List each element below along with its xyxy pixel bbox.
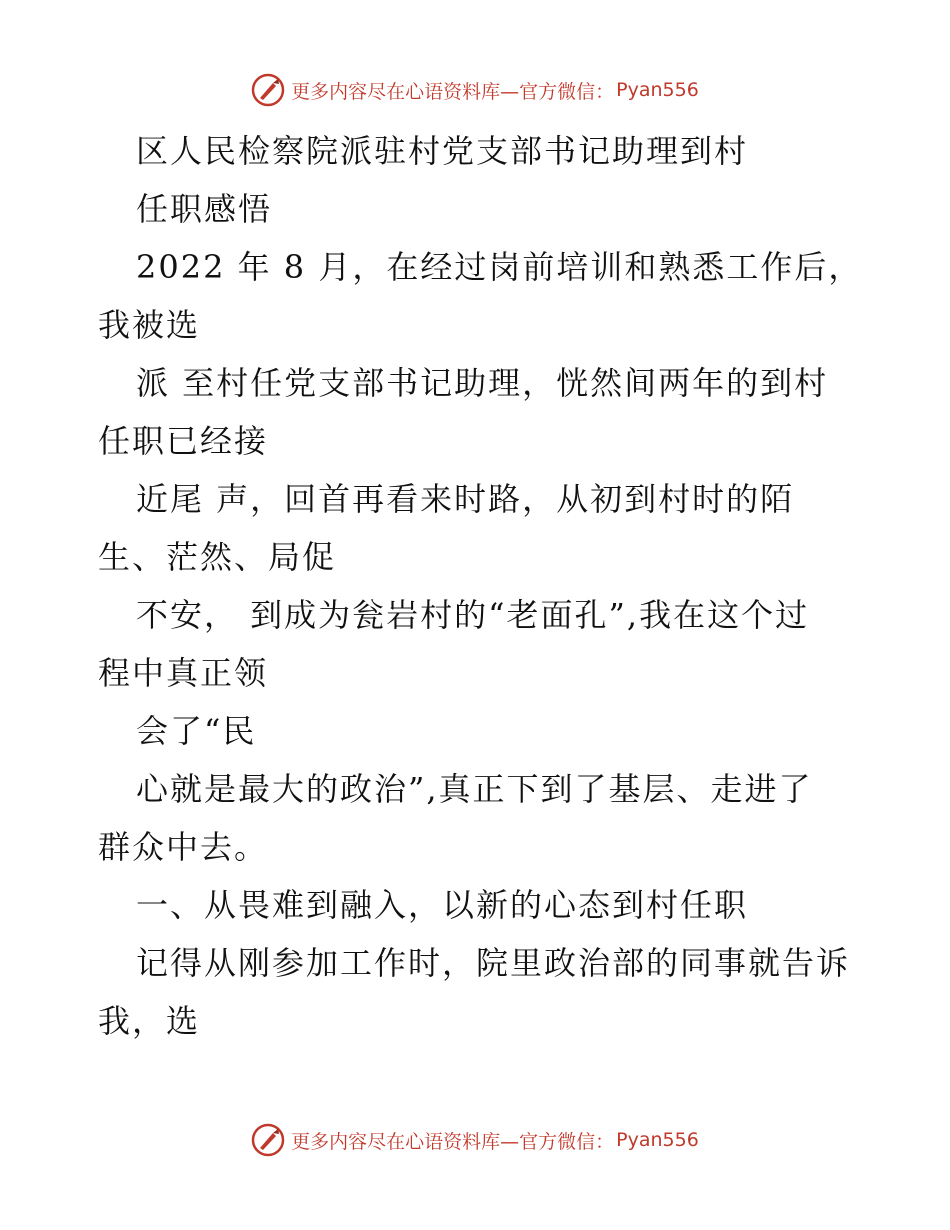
paragraph-line: 不安， 到成为瓮岩村的“老面孔”,我在这个过 — [136, 596, 810, 634]
paragraph-line: 心就是最大的政治”,真正下到了基层、走进了 — [136, 770, 813, 808]
quill-pen-logo-icon — [251, 1123, 285, 1157]
watermark-wechat-id: Pyan556 — [616, 79, 699, 101]
paragraph-line: 我被选 — [98, 306, 201, 344]
document-title-line-1: 区人民检察院派驻村党支部书记助理到村 — [136, 132, 749, 170]
watermark-text: 更多内容尽在心语资料库—官方微信： — [291, 1130, 615, 1153]
document-body — [98, 122, 863, 1050]
paragraph-line: 会了“民 — [136, 712, 257, 750]
paragraph-line: 记得从刚参加工作时，院里政治部的同事就告诉 — [136, 944, 851, 982]
header-watermark — [0, 70, 950, 110]
paragraph-line: 生、茫然、局促 — [98, 538, 337, 576]
paragraph-line: 任职已经接 — [98, 422, 269, 460]
section-heading: 一、从畏难到融入，以新的心态到村任职 — [136, 886, 749, 924]
paragraph-line: 近尾 声，回首再看来时路，从初到村时的陌 — [136, 480, 795, 518]
paragraph-line: 我，选 — [98, 1002, 201, 1040]
quill-pen-logo-icon — [251, 73, 285, 107]
watermark-wechat-id: Pyan556 — [616, 1129, 699, 1151]
paragraph-line: 群众中去。 — [98, 828, 269, 866]
paragraph-line: 2022 年 8 月，在经过岗前培训和熟悉工作后， — [136, 248, 863, 286]
paragraph-line: 程中真正领 — [98, 654, 269, 692]
footer-watermark — [0, 1120, 950, 1160]
watermark-text: 更多内容尽在心语资料库—官方微信： — [291, 80, 615, 103]
paragraph-line: 派 至村任党支部书记助理，恍然间两年的到村 — [136, 364, 829, 402]
document-title-line-2: 任职感悟 — [136, 190, 273, 228]
